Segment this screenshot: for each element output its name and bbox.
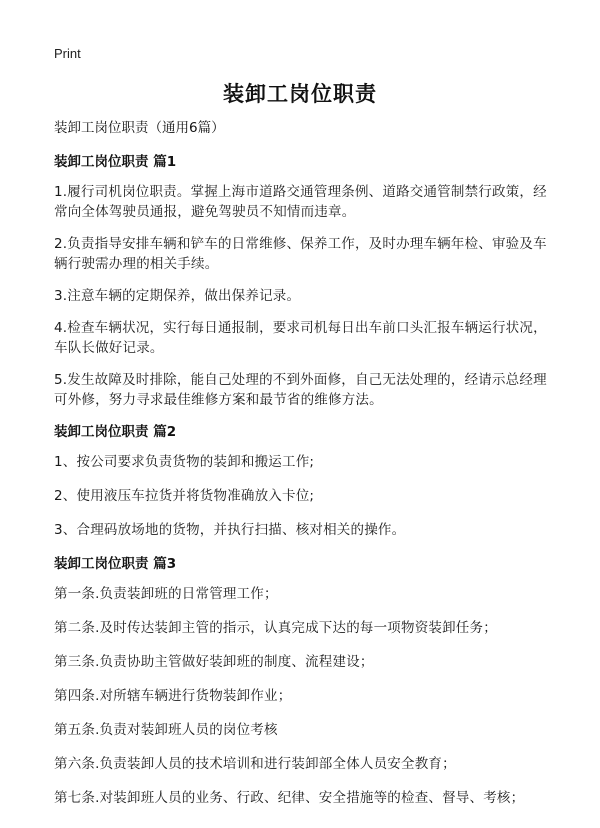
paragraph: 3、合理码放场地的货物，并执行扫描、核对相关的操作。 bbox=[54, 522, 406, 538]
paragraph: 1、按公司要求负责货物的装卸和搬运工作; bbox=[54, 454, 315, 470]
section-heading: 装卸工岗位职责 篇3 bbox=[54, 556, 177, 572]
paragraph: 第四条.对所辖车辆进行货物装卸作业； bbox=[54, 688, 292, 704]
paragraph: 2、使用液压车拉货并将货物准确放入卡位; bbox=[54, 488, 315, 504]
paragraph: 第六条.负责装卸人员的技术培训和进行装卸部全体人员安全教育； bbox=[54, 756, 456, 772]
print-link[interactable]: Print bbox=[54, 46, 81, 61]
section-2 bbox=[54, 422, 554, 540]
document-title: 装卸工岗位职责 bbox=[223, 82, 377, 106]
section-1 bbox=[54, 152, 554, 410]
paragraph: 第三条.负责协助主管做好装卸班的制度、流程建设； bbox=[54, 654, 374, 670]
paragraph: 第二条.及时传达装卸主管的指示，认真完成下达的每一项物资装卸任务； bbox=[54, 620, 497, 636]
paragraph: 2.负责指导安排车辆和铲车的日常维修、保养工作，及时办理车辆年检、审验及车辆行驶需办理的相关手续。 bbox=[54, 236, 547, 272]
paragraph: 3.注意车辆的定期保养，做出保养记录。 bbox=[54, 288, 301, 304]
document-body bbox=[54, 118, 554, 822]
paragraph: 5.发生故障及时排除，能自己处理的不到外面修，自己无法处理的，经请示总经理可外修，努力寻求最佳维修方案和最节省的维修方法。 bbox=[54, 372, 547, 408]
paragraph: 4.检查车辆状况，实行每日通报制，要求司机每日出车前口头汇报车辆运行状况，车队长做好记录。 bbox=[54, 320, 547, 356]
section-3 bbox=[54, 554, 554, 808]
section-heading: 装卸工岗位职责 篇1 bbox=[54, 154, 177, 170]
paragraph: 1.履行司机岗位职责。掌握上海市道路交通管理条例、道路交通管制禁行政策，经常向全体驾驶员通报，避免驾驶员不知情而违章。 bbox=[54, 184, 547, 220]
document-intro: 装卸工岗位职责（通用6篇） bbox=[54, 120, 225, 136]
paragraph: 第七条.对装卸班人员的业务、行政、纪律、安全措施等的检查、督导、考核； bbox=[54, 790, 525, 806]
paragraph: 第五条.负责对装卸班人员的岗位考核 bbox=[54, 722, 278, 738]
section-heading: 装卸工岗位职责 篇2 bbox=[54, 424, 177, 440]
paragraph: 第一条.负责装卸班的日常管理工作； bbox=[54, 586, 278, 602]
